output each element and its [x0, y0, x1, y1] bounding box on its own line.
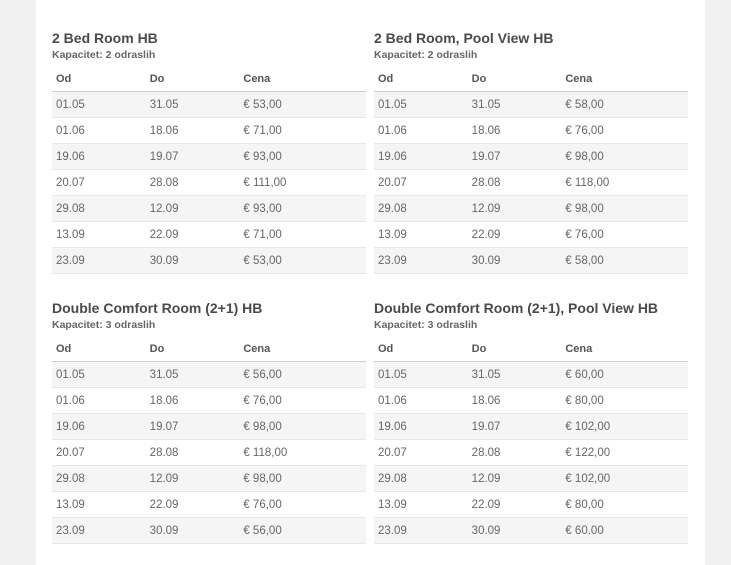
- price-table: [374, 336, 688, 544]
- column-header: Do: [468, 336, 562, 362]
- table-cell: 19.06: [52, 414, 146, 440]
- table-row: [52, 492, 366, 518]
- table-cell: € 71,00: [239, 222, 366, 248]
- table-cell: 13.09: [52, 222, 146, 248]
- table-cell: € 98,00: [561, 144, 688, 170]
- column-header: Od: [52, 66, 146, 92]
- table-cell: 29.08: [374, 196, 468, 222]
- table-cell: 01.06: [374, 388, 468, 414]
- table-cell: 23.09: [374, 518, 468, 544]
- table-cell: 19.07: [146, 414, 240, 440]
- table-row: [374, 222, 688, 248]
- table-row: [374, 170, 688, 196]
- table-cell: € 56,00: [239, 518, 366, 544]
- table-row: [52, 118, 366, 144]
- column-header: Cena: [239, 66, 366, 92]
- column-header: Do: [146, 336, 240, 362]
- table-row: [52, 170, 366, 196]
- table-cell: 19.07: [468, 414, 562, 440]
- table-cell: 19.06: [374, 414, 468, 440]
- table-cell: € 98,00: [239, 466, 366, 492]
- table-row: [374, 492, 688, 518]
- table-cell: € 102,00: [561, 466, 688, 492]
- table-cell: 12.09: [468, 466, 562, 492]
- table-cell: 30.09: [468, 518, 562, 544]
- table-cell: € 102,00: [561, 414, 688, 440]
- table-cell: 12.09: [468, 196, 562, 222]
- table-cell: 01.05: [52, 362, 146, 388]
- table-cell: 18.06: [468, 388, 562, 414]
- table-cell: 12.09: [146, 466, 240, 492]
- table-cell: € 71,00: [239, 118, 366, 144]
- column-header: Od: [52, 336, 146, 362]
- column-header: Od: [374, 66, 468, 92]
- table-cell: € 93,00: [239, 196, 366, 222]
- table-cell: € 80,00: [561, 388, 688, 414]
- room-capacity: Kapacitet: 3 odraslih: [52, 319, 156, 331]
- table-cell: € 76,00: [561, 118, 688, 144]
- table-row: [374, 440, 688, 466]
- table-cell: 23.09: [52, 518, 146, 544]
- table-cell: 12.09: [146, 196, 240, 222]
- room-capacity: Kapacitet: 3 odraslih: [374, 319, 478, 331]
- table-cell: 23.09: [52, 248, 146, 274]
- price-table: [52, 66, 366, 274]
- table-cell: € 80,00: [561, 492, 688, 518]
- room-block: [52, 300, 366, 544]
- table-row: [52, 92, 366, 118]
- table-row: [374, 248, 688, 274]
- table-cell: € 98,00: [561, 196, 688, 222]
- table-cell: 22.09: [146, 222, 240, 248]
- table-cell: 19.07: [468, 144, 562, 170]
- table-cell: 29.08: [52, 196, 146, 222]
- table-cell: 19.07: [146, 144, 240, 170]
- table-cell: 20.07: [374, 170, 468, 196]
- table-cell: 28.08: [146, 170, 240, 196]
- table-row: [374, 362, 688, 388]
- table-row: [52, 362, 366, 388]
- table-cell: 01.06: [52, 118, 146, 144]
- table-cell: € 76,00: [239, 492, 366, 518]
- table-row: [52, 196, 366, 222]
- table-row: [374, 414, 688, 440]
- table-cell: 20.07: [52, 170, 146, 196]
- table-cell: € 93,00: [239, 144, 366, 170]
- table-cell: € 53,00: [239, 248, 366, 274]
- room-title: 2 Bed Room HB: [52, 30, 158, 46]
- table-cell: 20.07: [52, 440, 146, 466]
- price-table: [52, 336, 366, 544]
- table-cell: 28.08: [468, 440, 562, 466]
- table-cell: 18.06: [468, 118, 562, 144]
- table-row: [52, 466, 366, 492]
- room-title: Double Comfort Room (2+1), Pool View HB: [374, 300, 659, 316]
- table-cell: 31.05: [146, 362, 240, 388]
- table-cell: 30.09: [146, 518, 240, 544]
- column-header: Cena: [561, 336, 688, 362]
- table-cell: € 58,00: [561, 92, 688, 118]
- table-cell: € 60.00: [561, 518, 688, 544]
- table-cell: € 76,00: [561, 222, 688, 248]
- table-cell: 31.05: [468, 92, 562, 118]
- table-cell: 13.09: [52, 492, 146, 518]
- table-cell: 28.08: [146, 440, 240, 466]
- table-header-row: [52, 336, 366, 362]
- table-cell: 18.06: [146, 118, 240, 144]
- table-cell: 01.06: [374, 118, 468, 144]
- table-cell: 22.09: [468, 492, 562, 518]
- table-row: [374, 144, 688, 170]
- table-cell: 31.05: [468, 362, 562, 388]
- table-cell: 20.07: [374, 440, 468, 466]
- table-row: [52, 440, 366, 466]
- table-cell: € 111,00: [239, 170, 366, 196]
- table-cell: 29.08: [52, 466, 146, 492]
- table-header-row: [374, 336, 688, 362]
- table-row: [52, 222, 366, 248]
- table-cell: 30.09: [146, 248, 240, 274]
- table-cell: 19.06: [52, 144, 146, 170]
- column-header: Cena: [239, 336, 366, 362]
- table-cell: 01.06: [52, 388, 146, 414]
- column-header: Do: [468, 66, 562, 92]
- table-row: [52, 144, 366, 170]
- column-header: Od: [374, 336, 468, 362]
- table-cell: 19.06: [374, 144, 468, 170]
- table-row: [374, 118, 688, 144]
- room-block: [374, 300, 688, 544]
- table-row: [52, 414, 366, 440]
- room-block: [52, 30, 366, 274]
- column-header: Cena: [561, 66, 688, 92]
- table-cell: € 60,00: [561, 362, 688, 388]
- table-row: [52, 248, 366, 274]
- table-cell: 22.09: [146, 492, 240, 518]
- table-cell: 29.08: [374, 466, 468, 492]
- table-cell: 30.09: [468, 248, 562, 274]
- table-cell: 23.09: [374, 248, 468, 274]
- room-capacity: Kapacitet: 2 odraslih: [52, 49, 156, 61]
- table-cell: 22.09: [468, 222, 562, 248]
- table-cell: € 76,00: [239, 388, 366, 414]
- table-cell: 13.09: [374, 492, 468, 518]
- table-header-row: [374, 66, 688, 92]
- table-cell: 31.05: [146, 92, 240, 118]
- table-row: [374, 466, 688, 492]
- table-cell: 01.05: [52, 92, 146, 118]
- table-row: [374, 92, 688, 118]
- price-table: [374, 66, 688, 274]
- table-header-row: [52, 66, 366, 92]
- table-cell: € 58,00: [561, 248, 688, 274]
- room-title: Double Comfort Room (2+1) HB: [52, 300, 263, 316]
- table-cell: 01.05: [374, 92, 468, 118]
- table-cell: € 118,00: [561, 170, 688, 196]
- table-cell: 18.06: [146, 388, 240, 414]
- table-cell: € 118,00: [239, 440, 366, 466]
- room-block: [374, 30, 688, 274]
- table-row: [52, 518, 366, 544]
- room-title: 2 Bed Room, Pool View HB: [374, 30, 554, 46]
- table-cell: € 53,00: [239, 92, 366, 118]
- table-row: [374, 518, 688, 544]
- table-cell: € 56,00: [239, 362, 366, 388]
- table-cell: 13.09: [374, 222, 468, 248]
- column-header: Do: [146, 66, 240, 92]
- table-cell: € 122,00: [561, 440, 688, 466]
- table-cell: 28.08: [468, 170, 562, 196]
- room-capacity: Kapacitet: 2 odraslih: [374, 49, 478, 61]
- table-row: [374, 388, 688, 414]
- table-row: [52, 388, 366, 414]
- table-cell: 01.05: [374, 362, 468, 388]
- table-row: [374, 196, 688, 222]
- table-cell: € 98,00: [239, 414, 366, 440]
